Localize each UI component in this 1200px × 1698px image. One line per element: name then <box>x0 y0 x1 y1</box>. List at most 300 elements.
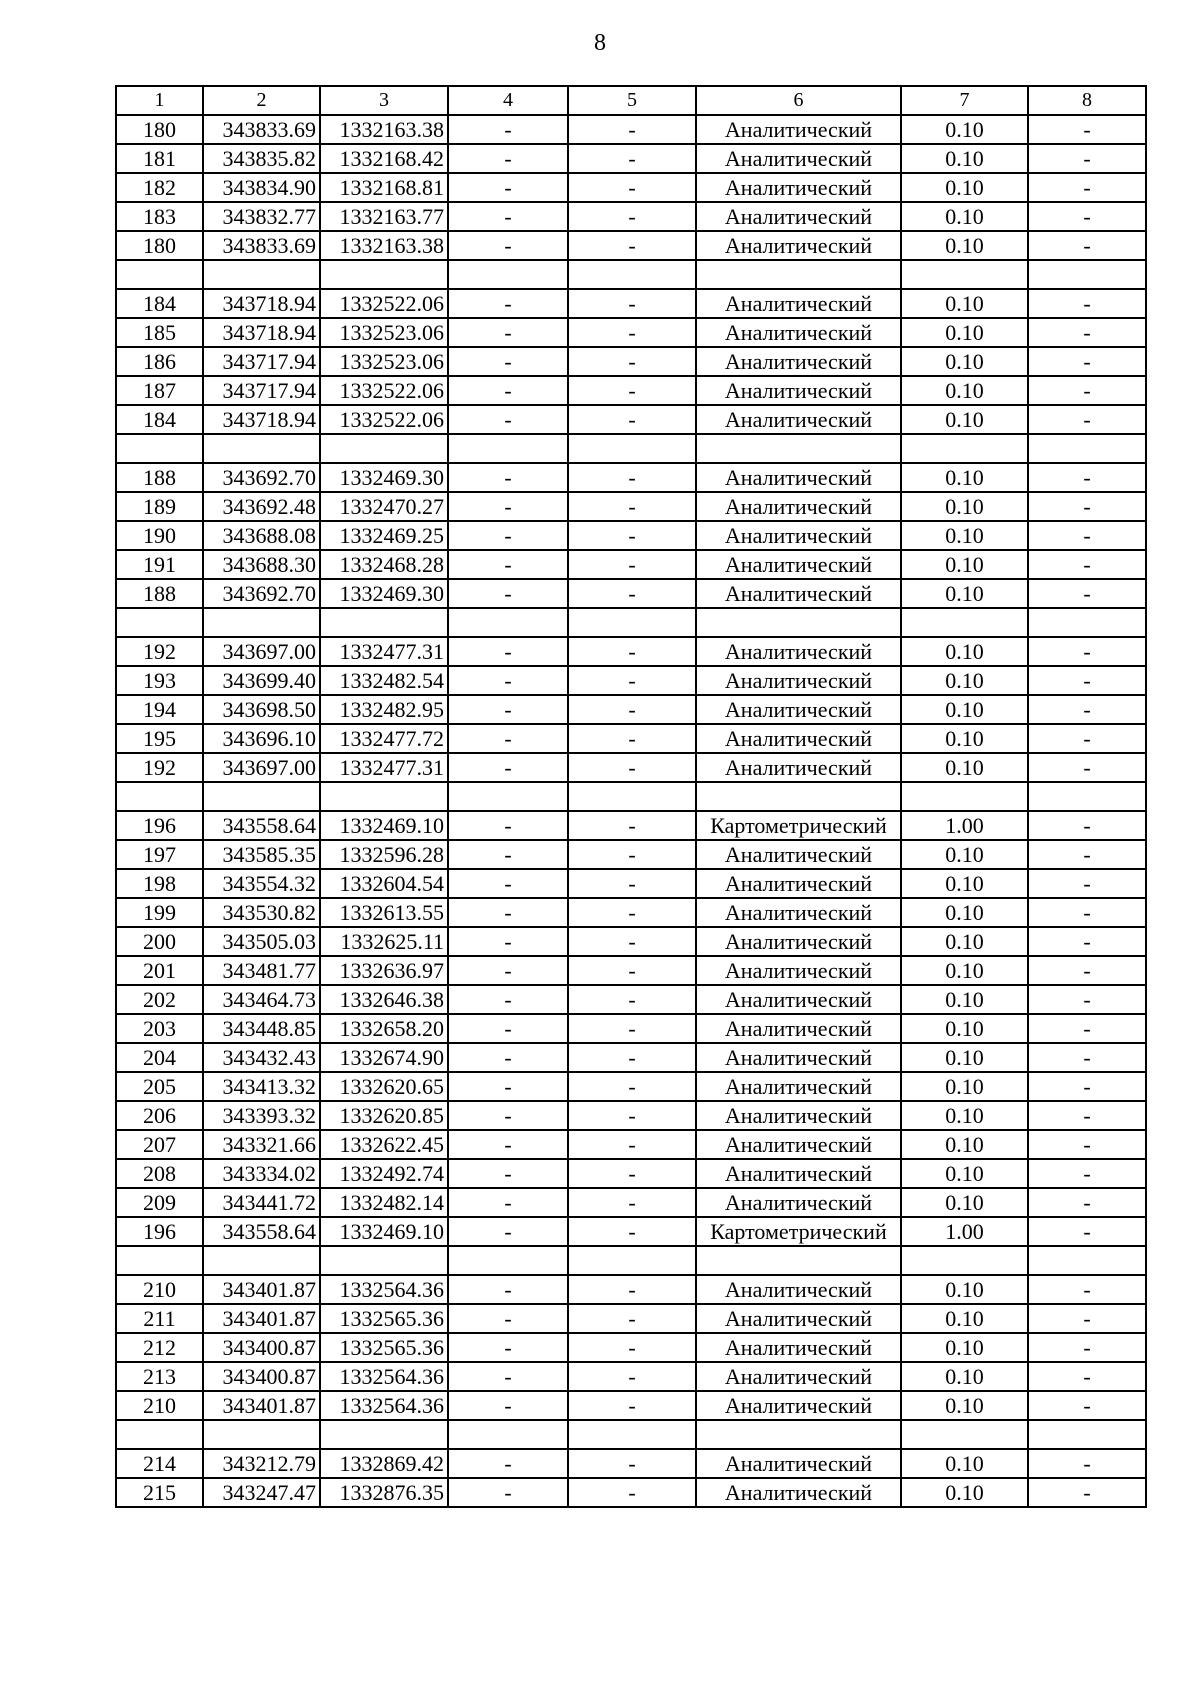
col4-cell: - <box>448 985 568 1014</box>
y-coordinate-cell: 1332522.06 <box>320 376 448 405</box>
col4-cell: - <box>448 927 568 956</box>
col8-cell: - <box>1028 318 1146 347</box>
col4-cell: - <box>448 1449 568 1478</box>
point-number-cell: 185 <box>116 318 203 347</box>
col8-cell: - <box>1028 202 1146 231</box>
y-coordinate-cell: 1332469.30 <box>320 579 448 608</box>
col5-cell: - <box>568 637 696 666</box>
point-number-cell: 180 <box>116 231 203 260</box>
y-coordinate-cell: 1332469.30 <box>320 463 448 492</box>
point-number-cell: 196 <box>116 811 203 840</box>
empty-cell <box>568 782 696 811</box>
table-row <box>116 811 1146 840</box>
table-row <box>116 1130 1146 1159</box>
col5-cell: - <box>568 1449 696 1478</box>
table-row <box>116 492 1146 521</box>
col5-cell: - <box>568 173 696 202</box>
table-row <box>116 1014 1146 1043</box>
col4-cell: - <box>448 753 568 782</box>
table-row <box>116 1043 1146 1072</box>
y-coordinate-cell: 1332564.36 <box>320 1362 448 1391</box>
point-number-cell: 197 <box>116 840 203 869</box>
point-number-cell: 199 <box>116 898 203 927</box>
empty-cell <box>1028 260 1146 289</box>
empty-cell <box>696 782 901 811</box>
table-row <box>116 840 1146 869</box>
col5-cell: - <box>568 724 696 753</box>
col8-cell: - <box>1028 1304 1146 1333</box>
col5-cell: - <box>568 869 696 898</box>
y-coordinate-cell: 1332636.97 <box>320 956 448 985</box>
col5-cell: - <box>568 1130 696 1159</box>
col8-cell: - <box>1028 724 1146 753</box>
col8-cell: - <box>1028 463 1146 492</box>
empty-cell <box>568 434 696 463</box>
point-number-cell: 184 <box>116 405 203 434</box>
y-coordinate-cell: 1332620.85 <box>320 1101 448 1130</box>
col4-cell: - <box>448 1304 568 1333</box>
page-number: 8 <box>594 30 606 56</box>
col4-cell: - <box>448 1478 568 1507</box>
point-number-cell: 192 <box>116 637 203 666</box>
empty-cell <box>901 434 1028 463</box>
col4-cell: - <box>448 695 568 724</box>
accuracy-cell: 0.10 <box>901 376 1028 405</box>
point-number-cell: 186 <box>116 347 203 376</box>
col4-cell: - <box>448 666 568 695</box>
x-coordinate-cell: 343554.32 <box>203 869 320 898</box>
accuracy-cell: 0.10 <box>901 1362 1028 1391</box>
method-cell: Аналитический <box>696 927 901 956</box>
y-coordinate-cell: 1332596.28 <box>320 840 448 869</box>
y-coordinate-cell: 1332565.36 <box>320 1333 448 1362</box>
table-row <box>116 405 1146 434</box>
table-header-row <box>116 86 1146 115</box>
empty-cell <box>203 1420 320 1449</box>
col8-cell: - <box>1028 144 1146 173</box>
accuracy-cell: 0.10 <box>901 463 1028 492</box>
empty-cell <box>448 434 568 463</box>
table-row <box>116 985 1146 1014</box>
col5-cell: - <box>568 666 696 695</box>
y-coordinate-cell: 1332482.95 <box>320 695 448 724</box>
empty-cell <box>696 434 901 463</box>
method-cell: Аналитический <box>696 318 901 347</box>
col5-cell: - <box>568 289 696 318</box>
method-cell: Аналитический <box>696 985 901 1014</box>
x-coordinate-cell: 343833.69 <box>203 115 320 144</box>
y-coordinate-cell: 1332163.38 <box>320 115 448 144</box>
x-coordinate-cell: 343464.73 <box>203 985 320 1014</box>
table-row <box>116 521 1146 550</box>
method-cell: Аналитический <box>696 1391 901 1420</box>
method-cell: Аналитический <box>696 579 901 608</box>
col4-cell: - <box>448 115 568 144</box>
col4-cell: - <box>448 1188 568 1217</box>
accuracy-cell: 0.10 <box>901 579 1028 608</box>
table-body <box>116 86 1146 1507</box>
x-coordinate-cell: 343401.87 <box>203 1304 320 1333</box>
empty-cell <box>448 1420 568 1449</box>
accuracy-cell: 0.10 <box>901 173 1028 202</box>
accuracy-cell: 0.10 <box>901 956 1028 985</box>
method-cell: Картометрический <box>696 1217 901 1246</box>
col8-cell: - <box>1028 1159 1146 1188</box>
point-number-cell: 192 <box>116 753 203 782</box>
method-cell: Аналитический <box>696 753 901 782</box>
x-coordinate-cell: 343717.94 <box>203 376 320 405</box>
table-row <box>116 637 1146 666</box>
col5-cell: - <box>568 376 696 405</box>
method-cell: Аналитический <box>696 1130 901 1159</box>
table-row <box>116 956 1146 985</box>
empty-cell <box>203 434 320 463</box>
method-cell: Аналитический <box>696 1072 901 1101</box>
col4-cell: - <box>448 492 568 521</box>
col8-cell: - <box>1028 492 1146 521</box>
col4-cell: - <box>448 840 568 869</box>
column-header: 5 <box>568 86 696 115</box>
column-header: 4 <box>448 86 568 115</box>
x-coordinate-cell: 343692.70 <box>203 579 320 608</box>
method-cell: Аналитический <box>696 1159 901 1188</box>
col4-cell: - <box>448 550 568 579</box>
method-cell: Аналитический <box>696 550 901 579</box>
accuracy-cell: 0.10 <box>901 1159 1028 1188</box>
col4-cell: - <box>448 318 568 347</box>
x-coordinate-cell: 343697.00 <box>203 637 320 666</box>
empty-cell <box>901 1420 1028 1449</box>
empty-cell <box>568 260 696 289</box>
empty-cell <box>203 260 320 289</box>
col8-cell: - <box>1028 289 1146 318</box>
col5-cell: - <box>568 202 696 231</box>
empty-cell <box>116 1420 203 1449</box>
y-coordinate-cell: 1332522.06 <box>320 405 448 434</box>
method-cell: Аналитический <box>696 1362 901 1391</box>
table-row <box>116 927 1146 956</box>
empty-cell <box>901 608 1028 637</box>
x-coordinate-cell: 343558.64 <box>203 811 320 840</box>
y-coordinate-cell: 1332468.28 <box>320 550 448 579</box>
empty-cell <box>320 1246 448 1275</box>
x-coordinate-cell: 343530.82 <box>203 898 320 927</box>
y-coordinate-cell: 1332470.27 <box>320 492 448 521</box>
x-coordinate-cell: 343833.69 <box>203 231 320 260</box>
empty-cell <box>320 1420 448 1449</box>
accuracy-cell: 0.10 <box>901 1449 1028 1478</box>
point-number-cell: 212 <box>116 1333 203 1362</box>
col8-cell: - <box>1028 840 1146 869</box>
x-coordinate-cell: 343212.79 <box>203 1449 320 1478</box>
empty-cell <box>901 260 1028 289</box>
accuracy-cell: 0.10 <box>901 521 1028 550</box>
empty-cell <box>203 1246 320 1275</box>
column-header: 3 <box>320 86 448 115</box>
method-cell: Аналитический <box>696 1304 901 1333</box>
x-coordinate-cell: 343698.50 <box>203 695 320 724</box>
x-coordinate-cell: 343832.77 <box>203 202 320 231</box>
accuracy-cell: 0.10 <box>901 1043 1028 1072</box>
col4-cell: - <box>448 144 568 173</box>
col5-cell: - <box>568 1217 696 1246</box>
y-coordinate-cell: 1332168.81 <box>320 173 448 202</box>
point-number-cell: 211 <box>116 1304 203 1333</box>
col5-cell: - <box>568 753 696 782</box>
col5-cell: - <box>568 985 696 1014</box>
x-coordinate-cell: 343718.94 <box>203 405 320 434</box>
accuracy-cell: 0.10 <box>901 1478 1028 1507</box>
y-coordinate-cell: 1332469.10 <box>320 1217 448 1246</box>
accuracy-cell: 0.10 <box>901 318 1028 347</box>
empty-cell <box>1028 782 1146 811</box>
col4-cell: - <box>448 637 568 666</box>
method-cell: Аналитический <box>696 869 901 898</box>
col5-cell: - <box>568 1304 696 1333</box>
col8-cell: - <box>1028 753 1146 782</box>
spacer-row <box>116 1246 1146 1275</box>
x-coordinate-cell: 343697.00 <box>203 753 320 782</box>
col5-cell: - <box>568 811 696 840</box>
col4-cell: - <box>448 1072 568 1101</box>
table-row <box>116 289 1146 318</box>
table-row <box>116 376 1146 405</box>
y-coordinate-cell: 1332163.38 <box>320 231 448 260</box>
point-number-cell: 187 <box>116 376 203 405</box>
y-coordinate-cell: 1332523.06 <box>320 347 448 376</box>
col5-cell: - <box>568 1333 696 1362</box>
table-row <box>116 753 1146 782</box>
method-cell: Аналитический <box>696 115 901 144</box>
col4-cell: - <box>448 405 568 434</box>
accuracy-cell: 0.10 <box>901 695 1028 724</box>
point-number-cell: 213 <box>116 1362 203 1391</box>
table-row <box>116 231 1146 260</box>
method-cell: Аналитический <box>696 695 901 724</box>
accuracy-cell: 0.10 <box>901 1391 1028 1420</box>
point-number-cell: 208 <box>116 1159 203 1188</box>
empty-cell <box>320 434 448 463</box>
table-row <box>116 1159 1146 1188</box>
y-coordinate-cell: 1332477.72 <box>320 724 448 753</box>
col5-cell: - <box>568 1478 696 1507</box>
col4-cell: - <box>448 1362 568 1391</box>
x-coordinate-cell: 343718.94 <box>203 318 320 347</box>
x-coordinate-cell: 343400.87 <box>203 1362 320 1391</box>
table-row <box>116 1304 1146 1333</box>
col5-cell: - <box>568 1188 696 1217</box>
col4-cell: - <box>448 1275 568 1304</box>
empty-cell <box>448 260 568 289</box>
accuracy-cell: 0.10 <box>901 869 1028 898</box>
accuracy-cell: 0.10 <box>901 840 1028 869</box>
table-row <box>116 1101 1146 1130</box>
empty-cell <box>1028 1246 1146 1275</box>
point-number-cell: 181 <box>116 144 203 173</box>
spacer-row <box>116 1420 1146 1449</box>
empty-cell <box>568 1420 696 1449</box>
col8-cell: - <box>1028 637 1146 666</box>
x-coordinate-cell: 343558.64 <box>203 1217 320 1246</box>
col4-cell: - <box>448 579 568 608</box>
method-cell: Аналитический <box>696 637 901 666</box>
empty-cell <box>320 608 448 637</box>
accuracy-cell: 0.10 <box>901 289 1028 318</box>
empty-cell <box>320 260 448 289</box>
method-cell: Аналитический <box>696 376 901 405</box>
x-coordinate-cell: 343321.66 <box>203 1130 320 1159</box>
col4-cell: - <box>448 231 568 260</box>
method-cell: Аналитический <box>696 289 901 318</box>
y-coordinate-cell: 1332620.65 <box>320 1072 448 1101</box>
table-row <box>116 724 1146 753</box>
y-coordinate-cell: 1332613.55 <box>320 898 448 927</box>
col5-cell: - <box>568 144 696 173</box>
col5-cell: - <box>568 956 696 985</box>
point-number-cell: 210 <box>116 1275 203 1304</box>
x-coordinate-cell: 343247.47 <box>203 1478 320 1507</box>
point-number-cell: 190 <box>116 521 203 550</box>
col4-cell: - <box>448 811 568 840</box>
empty-cell <box>1028 434 1146 463</box>
col8-cell: - <box>1028 1014 1146 1043</box>
accuracy-cell: 0.10 <box>901 666 1028 695</box>
accuracy-cell: 0.10 <box>901 550 1028 579</box>
table-row <box>116 115 1146 144</box>
table-row <box>116 695 1146 724</box>
accuracy-cell: 0.10 <box>901 405 1028 434</box>
x-coordinate-cell: 343401.87 <box>203 1391 320 1420</box>
accuracy-cell: 0.10 <box>901 1072 1028 1101</box>
accuracy-cell: 0.10 <box>901 1101 1028 1130</box>
point-number-cell: 201 <box>116 956 203 985</box>
point-number-cell: 215 <box>116 1478 203 1507</box>
coordinates-table <box>115 85 1147 1508</box>
empty-cell <box>696 1420 901 1449</box>
column-header: 6 <box>696 86 901 115</box>
x-coordinate-cell: 343448.85 <box>203 1014 320 1043</box>
point-number-cell: 180 <box>116 115 203 144</box>
table-row <box>116 173 1146 202</box>
col8-cell: - <box>1028 1130 1146 1159</box>
col8-cell: - <box>1028 376 1146 405</box>
col5-cell: - <box>568 1043 696 1072</box>
table-row <box>116 1072 1146 1101</box>
col4-cell: - <box>448 1217 568 1246</box>
empty-cell <box>448 1246 568 1275</box>
method-cell: Аналитический <box>696 231 901 260</box>
spacer-row <box>116 434 1146 463</box>
table-row <box>116 202 1146 231</box>
y-coordinate-cell: 1332565.36 <box>320 1304 448 1333</box>
y-coordinate-cell: 1332876.35 <box>320 1478 448 1507</box>
table-row <box>116 1188 1146 1217</box>
col5-cell: - <box>568 927 696 956</box>
col8-cell: - <box>1028 173 1146 202</box>
table-row <box>116 579 1146 608</box>
x-coordinate-cell: 343393.32 <box>203 1101 320 1130</box>
y-coordinate-cell: 1332469.25 <box>320 521 448 550</box>
x-coordinate-cell: 343432.43 <box>203 1043 320 1072</box>
col5-cell: - <box>568 1391 696 1420</box>
point-number-cell: 182 <box>116 173 203 202</box>
spacer-row <box>116 782 1146 811</box>
col4-cell: - <box>448 1130 568 1159</box>
point-number-cell: 205 <box>116 1072 203 1101</box>
accuracy-cell: 0.10 <box>901 115 1028 144</box>
table-row <box>116 318 1146 347</box>
col4-cell: - <box>448 956 568 985</box>
y-coordinate-cell: 1332168.42 <box>320 144 448 173</box>
accuracy-cell: 0.10 <box>901 231 1028 260</box>
x-coordinate-cell: 343717.94 <box>203 347 320 376</box>
method-cell: Аналитический <box>696 1478 901 1507</box>
method-cell: Аналитический <box>696 956 901 985</box>
accuracy-cell: 1.00 <box>901 811 1028 840</box>
col8-cell: - <box>1028 1217 1146 1246</box>
table-row <box>116 144 1146 173</box>
col8-cell: - <box>1028 1188 1146 1217</box>
point-number-cell: 184 <box>116 289 203 318</box>
y-coordinate-cell: 1332469.10 <box>320 811 448 840</box>
accuracy-cell: 0.10 <box>901 1304 1028 1333</box>
col5-cell: - <box>568 550 696 579</box>
table-row <box>116 1333 1146 1362</box>
accuracy-cell: 0.10 <box>901 1188 1028 1217</box>
col4-cell: - <box>448 202 568 231</box>
col5-cell: - <box>568 1362 696 1391</box>
col8-cell: - <box>1028 985 1146 1014</box>
method-cell: Аналитический <box>696 202 901 231</box>
col8-cell: - <box>1028 811 1146 840</box>
column-header: 1 <box>116 86 203 115</box>
x-coordinate-cell: 343696.10 <box>203 724 320 753</box>
col8-cell: - <box>1028 898 1146 927</box>
col8-cell: - <box>1028 1478 1146 1507</box>
point-number-cell: 200 <box>116 927 203 956</box>
point-number-cell: 210 <box>116 1391 203 1420</box>
col5-cell: - <box>568 231 696 260</box>
col8-cell: - <box>1028 927 1146 956</box>
empty-cell <box>901 782 1028 811</box>
spacer-row <box>116 608 1146 637</box>
y-coordinate-cell: 1332625.11 <box>320 927 448 956</box>
method-cell: Аналитический <box>696 1333 901 1362</box>
point-number-cell: 191 <box>116 550 203 579</box>
col5-cell: - <box>568 492 696 521</box>
col4-cell: - <box>448 869 568 898</box>
table-row <box>116 666 1146 695</box>
y-coordinate-cell: 1332482.14 <box>320 1188 448 1217</box>
empty-cell <box>568 1246 696 1275</box>
method-cell: Аналитический <box>696 405 901 434</box>
point-number-cell: 202 <box>116 985 203 1014</box>
empty-cell <box>696 608 901 637</box>
x-coordinate-cell: 343692.48 <box>203 492 320 521</box>
col8-cell: - <box>1028 1362 1146 1391</box>
point-number-cell: 194 <box>116 695 203 724</box>
column-header: 7 <box>901 86 1028 115</box>
col8-cell: - <box>1028 1449 1146 1478</box>
y-coordinate-cell: 1332522.06 <box>320 289 448 318</box>
col8-cell: - <box>1028 231 1146 260</box>
col8-cell: - <box>1028 1072 1146 1101</box>
method-cell: Аналитический <box>696 666 901 695</box>
col8-cell: - <box>1028 405 1146 434</box>
col5-cell: - <box>568 1014 696 1043</box>
col8-cell: - <box>1028 347 1146 376</box>
x-coordinate-cell: 343834.90 <box>203 173 320 202</box>
